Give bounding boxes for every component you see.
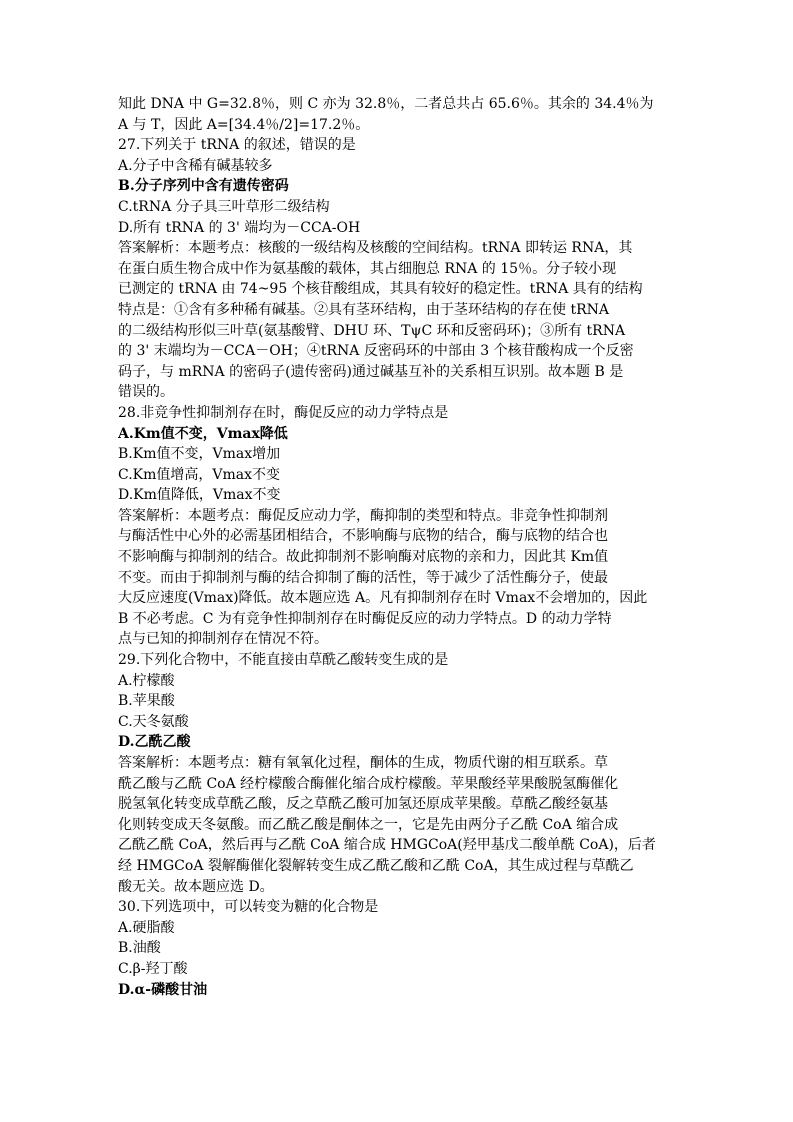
text-line: 特点是：①含有多种稀有碱基。②具有茎环结构，由于茎环结构的存在使 tRNA <box>118 301 609 318</box>
text-line: 与酶活性中心外的必需基团相结合，不影响酶与底物的结合，酶与底物的结合也 <box>118 528 608 545</box>
text-line: D.所有 tRNA 的 3' 端均为－CCA-OH <box>118 219 361 236</box>
text-line: 知此 DNA 中 G=32.8％，则 C 亦为 32.8％，二者总共占 65.6％。其余的 34.4％为 <box>118 96 654 112</box>
text-line: 30.下列选项中，可以转变为糖的化合物是 <box>118 899 379 916</box>
text-line: 已测定的 tRNA 由 74~95 个核苷酸组成，其具有较好的稳定性。tRNA 具有的结构 <box>118 281 643 298</box>
text-line: 的二级结构形似三叶草(氨基酸臂、DHU 环、TψC 环和反密码环)；③所有 tRNA <box>118 322 626 339</box>
text-line: 码子，与 mRNA 的密码子(遗传密码)通过碱基互补的关系相互识别。故本题 B 是 <box>118 363 624 380</box>
text-line: 29.下列化合物中，不能直接由草酰乙酸转变生成的是 <box>118 652 449 669</box>
answer-line: A.Km值不变，Vmax降低 <box>118 425 288 442</box>
text-line: 28.非竞争性抑制剂存在时，酶促反应的动力学特点是 <box>118 404 449 421</box>
text-line: 不影响酶与抑制剂的结合。故此抑制剂不影响酶对底物的亲和力，因此其 Km值 <box>118 549 609 566</box>
text-line: A 与 T，因此 A=[34.4％/2]=17.2％。 <box>118 116 370 133</box>
answer-line: D.乙酰乙酸 <box>118 734 191 751</box>
text-line: B.油酸 <box>118 940 161 957</box>
text-line: 经 HMGCoA 裂解酶催化裂解转变生成乙酰乙酸和乙酰 CoA，其生成过程与草酰乙 <box>118 857 634 874</box>
text-line: 答案解析：本题考点：酶促反应动力学，酶抑制的类型和特点。非竞争性抑制剂 <box>118 507 608 524</box>
text-line: A.硬脂酸 <box>118 919 175 936</box>
text-line: 错误的。 <box>118 384 174 401</box>
text-line: B 不必考虑。C 为有竞争性抑制剂存在时酶促反应的动力学特点。D 的动力学特 <box>118 610 612 627</box>
text-line: 化则转变成天冬氨酸。而乙酰乙酸是酮体之一，它是先由两分子乙酰 CoA 缩合成 <box>118 816 619 833</box>
text-line: 27.下列关于 tRNA 的叙述，错误的是 <box>118 137 356 154</box>
text-line: 点与已知的抑制剂存在情况不符。 <box>118 631 328 648</box>
text-line: B.Km值不变，Vmax增加 <box>118 446 281 463</box>
text-line: A.分子中含稀有碱基较多 <box>118 157 273 174</box>
text-line: C.天冬氨酸 <box>118 713 189 730</box>
text-line: 酰乙酸与乙酰 CoA 经柠檬酸合酶催化缩合成柠檬酸。苹果酸经苹果酸脱氢酶催化 <box>118 775 619 792</box>
text-line: 的 3' 末端均为－CCA－OH；④tRNA 反密码环的中部由 3 个核苷酸构成一个反密 <box>118 343 634 360</box>
document-body <box>118 94 678 1000</box>
answer-line: D.α-磷酸甘油 <box>118 981 208 998</box>
text-line: 乙酰乙酰 CoA，然后再与乙酰 CoA 缩合成 HMGCoA(羟甲基戊二酸单酰 CoA)，后者 <box>118 837 656 854</box>
text-line: C.tRNA 分子具三叶草形二级结构 <box>118 198 330 215</box>
text-line: B.苹果酸 <box>118 693 175 710</box>
text-line: 答案解析：本题考点：糖有氧氧化过程，酮体的生成，物质代谢的相互联系。草 <box>118 755 608 771</box>
text-line: 不变。而由于抑制剂与酶的结合抑制了酶的活性，等于减少了活性酶分子，使最 <box>118 569 608 586</box>
text-line: 在蛋白质生物合成中作为氨基酸的载体，其占细胞总 RNA 的 15％。分子较小现 <box>118 260 617 277</box>
text-line: C.Km值增高，Vmax不变 <box>118 466 281 483</box>
text-line: 答案解析：本题考点：核酸的一级结构及核酸的空间结构。tRNA 即转运 RNA，其 <box>118 240 633 257</box>
text-line: 酸无关。故本题应选 D。 <box>118 878 274 895</box>
text-line: A.柠檬酸 <box>118 672 175 689</box>
text-line: D.Km值降低，Vmax不变 <box>118 487 281 504</box>
text-line: 大反应速度(Vmax)降低。故本题应选 A。凡有抑制剂存在时 Vmax不会增加的，因此 <box>118 590 648 607</box>
text-line: 脱氢氧化转变成草酰乙酸，反之草酰乙酸可加氢还原成苹果酸。草酰乙酸经氨基 <box>118 796 608 813</box>
answer-line: B.分子序列中含有遗传密码 <box>118 178 289 195</box>
text-line: C.β-羟丁酸 <box>118 960 188 977</box>
